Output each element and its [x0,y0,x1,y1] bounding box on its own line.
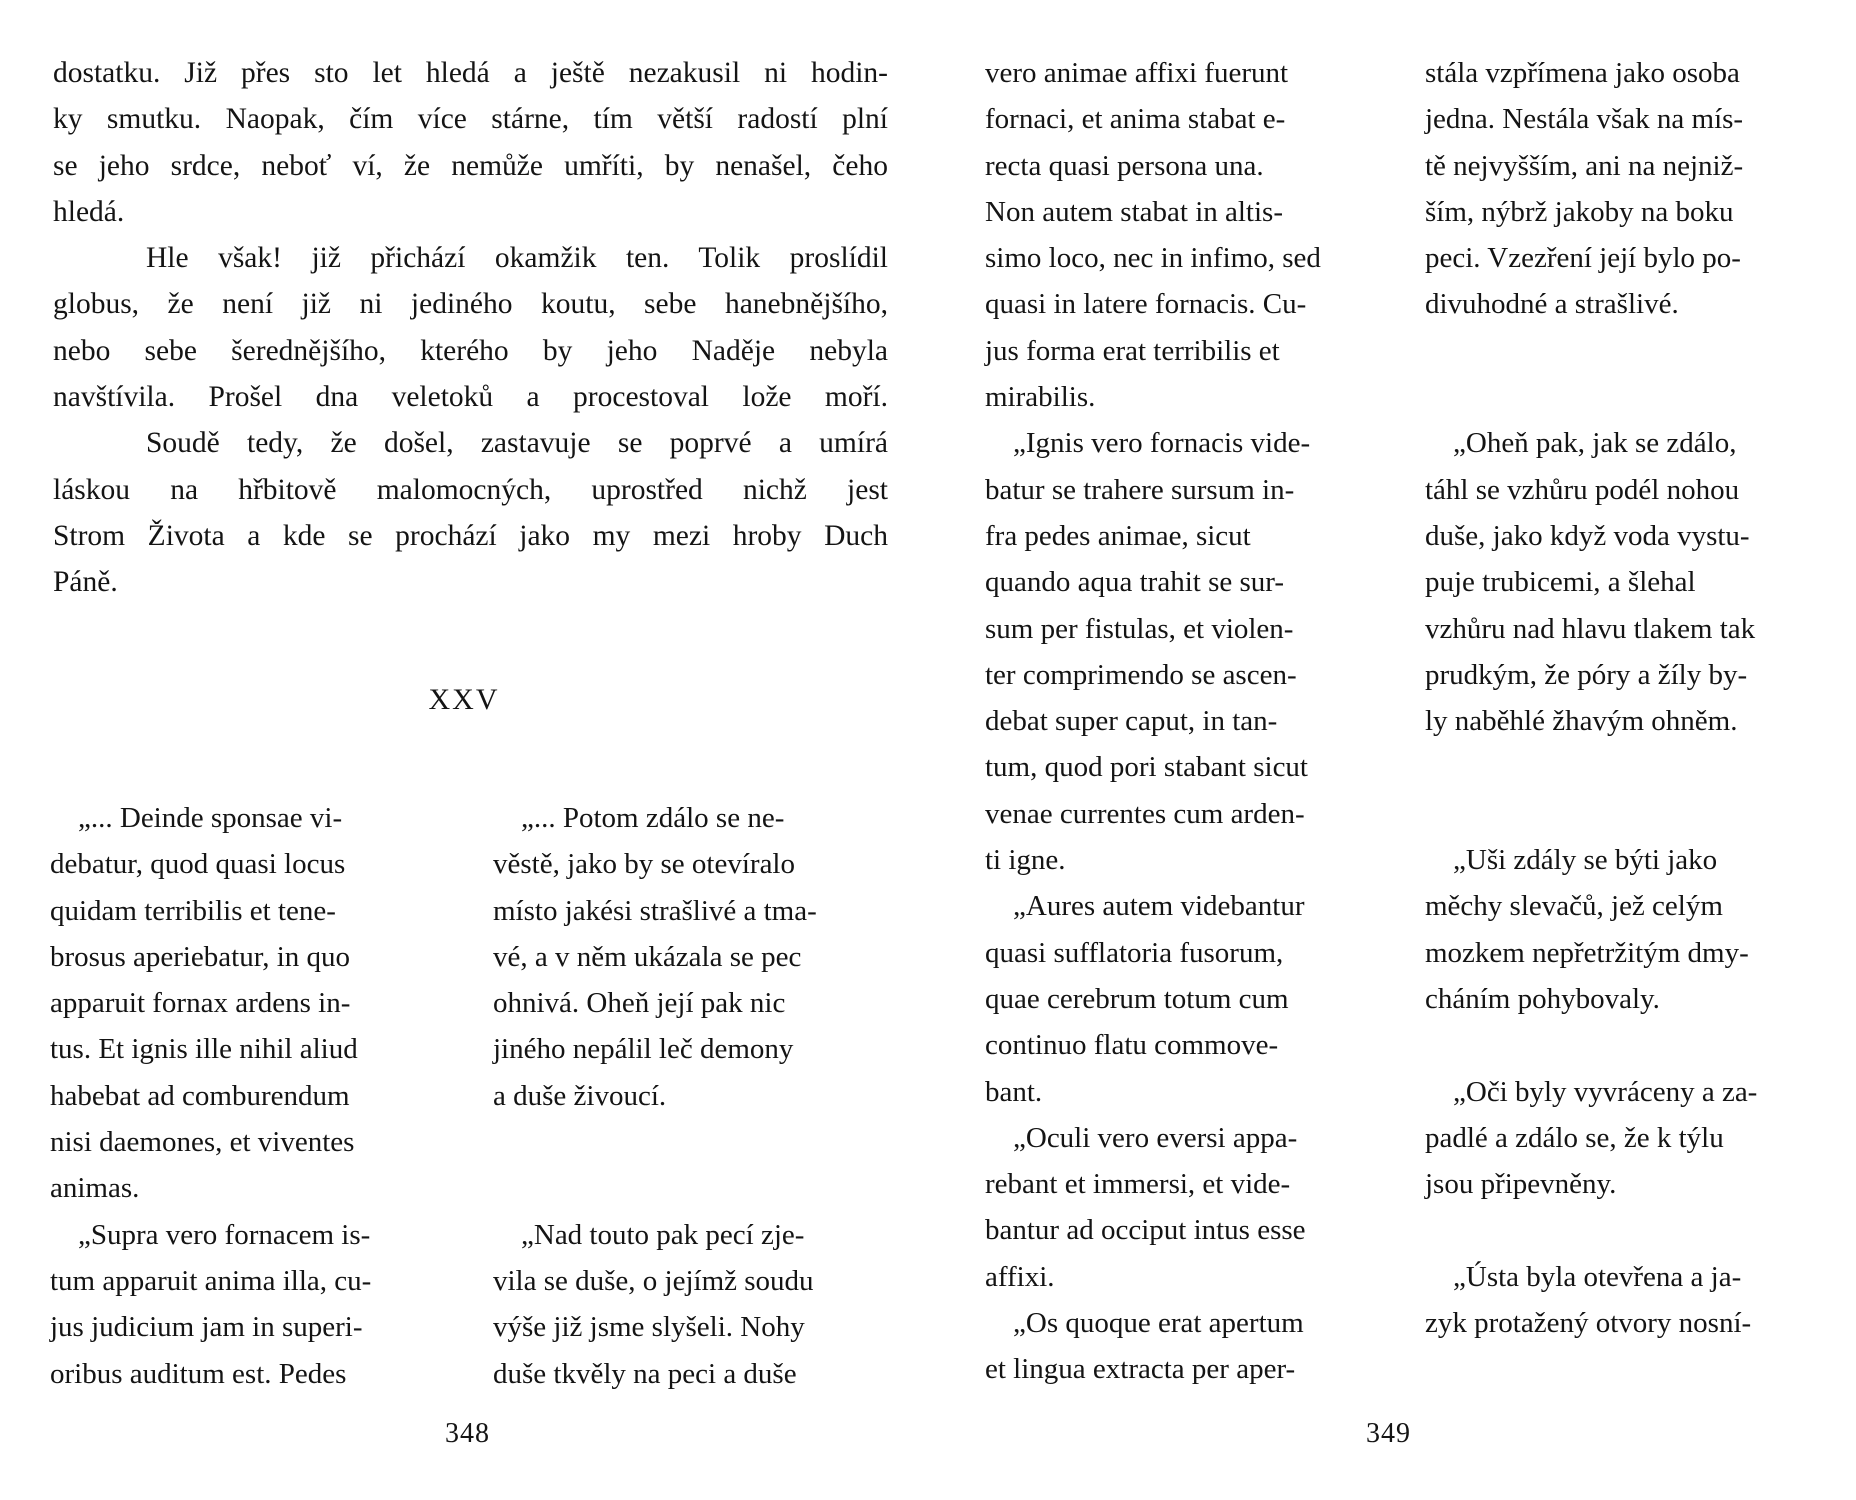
text-line: Soudě tedy, že došel, zastavuje se poprvé a umírá [146,427,888,460]
text-line: „Ústa byla otevřena a ja- [1453,1260,1742,1293]
text-line: ky smutku. Naopak, čím více stárne, tím větší radostí plní [53,103,888,136]
text-line: debat super caput, in tan- [985,705,1278,738]
text-line: „Ignis vero fornacis vide- [1013,427,1311,460]
text-line: táhl se vzhůru podél nohou [1425,473,1740,506]
text-line: quando aqua trahit se sur- [985,566,1284,599]
paragraph [53,50,888,235]
text-line: jus judicium jam in superi- [50,1311,363,1344]
text-line: quae cerebrum totum cum [985,982,1289,1015]
text-line: vila se duše, o jejímž soudu [493,1264,814,1297]
czech-column [1425,50,1819,1346]
text-line: ly naběhlé žhavým ohněm. [1425,705,1738,738]
text-line: vé, a v něm ukázala se pec [493,940,802,973]
text-line: ti igne. [985,844,1066,877]
text-line: et lingua extracta per aper- [985,1353,1296,1386]
text-line: brosus aperiebatur, in quo [50,940,351,973]
paragraph [985,1115,1379,1300]
text-line: quasi in latere fornacis. Cu- [985,288,1307,321]
text-line: ohnivá. Oheň její pak nic [493,987,786,1020]
text-line: vzhůru nad hlavu tlakem tak [1425,612,1756,645]
paragraph [50,795,444,1212]
text-line: puje trubicemi, a šlehal [1425,566,1696,599]
text-line: Strom Života a kde se prochází jako my mezi hroby Duch [53,519,888,552]
paragraph [1425,50,1819,328]
text-line: „Nad touto pak pecí zje- [521,1218,805,1251]
text-line: bant. [985,1075,1043,1108]
text-line: recta quasi persona una. [985,149,1264,182]
text-line: ter comprimendo se ascen- [985,658,1297,691]
text-line: stála vzpřímena jako osoba [1425,57,1740,89]
text-line: mozkem nepřetržitým dmy- [1425,936,1749,969]
text-line: navštívila. Prošel dna veletoků a procestoval lože moří. [53,381,888,414]
text-line: hledá. [53,195,125,228]
text-line: věstě, jako by se otevíralo [493,848,795,881]
text-line: mirabilis. [985,381,1096,414]
text-line: globus, že není již ni jediného koutu, sebe hanebnějšího, [53,288,888,321]
text-line: zyk protažený otvory nosní- [1425,1307,1752,1340]
text-line: tus. Et ignis ille nihil aliud [50,1033,358,1066]
text-line: oribus auditum est. Pedes [50,1357,347,1390]
text-line: „... Potom zdálo se ne- [521,802,785,834]
paragraph [50,1212,444,1397]
paragraph [985,1300,1379,1393]
text-line: „Oheň pak, jak se zdálo, [1453,427,1737,460]
text-line: Non autem stabat in altis- [985,195,1283,228]
right-page [928,0,1856,1500]
latin-column [985,50,1379,1393]
paragraph [1425,837,1819,1022]
text-line: cháním pohybovaly. [1425,982,1660,1015]
text-line: peci. Vzezření její bylo po- [1425,242,1741,275]
page-number: 348 [445,1418,490,1449]
paragraph [493,1212,887,1397]
text-line: „Uši zdály se býti jako [1453,844,1718,877]
text-line: duše, jako když voda vystu- [1425,519,1750,552]
paragraph [985,883,1379,1114]
text-line: se jeho srdce, neboť ví, že nemůže umříti, by nenašel, čeho [53,149,888,182]
text-line: místo jakési strašlivé a tma- [493,894,817,927]
page-number: 349 [1366,1418,1411,1449]
text-line: fra pedes animae, sicut [985,519,1251,552]
text-line: „Aures autem videbantur [1013,890,1305,923]
paragraph [53,420,888,605]
text-line: láskou na hřbitově malomocných, uprostřed nichž jest [53,473,888,506]
text-line: bantur ad occiput intus esse [985,1214,1306,1247]
text-line: jedna. Nestála však na mís- [1425,103,1744,136]
text-line: jsou připevněny. [1425,1168,1617,1201]
text-line: debatur, quod quasi locus [50,848,346,881]
chapter-heading: XXV [428,683,500,716]
text-line: „Oculi vero eversi appa- [1013,1121,1298,1154]
text-line: padlé a zdálo se, že k týlu [1425,1121,1724,1154]
text-line: affixi. [985,1260,1055,1293]
text-line: nebo sebe šerednějšího, kterého by jeho Naděje nebyla [53,334,888,367]
text-line: quidam terribilis et tene- [50,894,336,927]
text-line: vero animae affixi fuerunt [985,57,1289,89]
text-line: nisi daemones, et viventes [50,1126,355,1159]
text-line: fornaci, et anima stabat e- [985,103,1286,136]
text-line: ším, nýbrž jakoby na boku [1425,195,1734,228]
text-line: Páně. [53,566,118,599]
text-line: dostatku. Již přes sto let hledá a ještě nezakusil ni hodin- [53,57,888,89]
paragraph [493,795,887,1119]
text-line: sum per fistulas, et violen- [985,612,1294,645]
text-line: animas. [50,1172,140,1205]
text-line: „Oči byly vyvráceny a za- [1453,1075,1758,1108]
text-line: quasi sufflatoria fusorum, [985,936,1284,969]
paragraph [1425,420,1819,744]
text-line: habebat ad comburendum [50,1079,350,1112]
latin-column [50,795,444,1397]
text-line: simo loco, nec in infimo, sed [985,242,1321,275]
czech-column [493,795,887,1397]
text-line: duše tkvěly na peci a duše [493,1357,797,1390]
text-line: výše již jsme slyšeli. Nohy [493,1311,805,1344]
paragraph [985,50,1379,420]
text-line: divuhodné a strašlivé. [1425,288,1679,321]
paragraph [1425,1254,1819,1347]
text-line: tum apparuit anima illa, cu- [50,1264,372,1297]
text-line: continuo flatu commove- [985,1029,1279,1062]
text-line: tě nejvyšším, ani na nejniž- [1425,149,1744,182]
text-line: rebant et immersi, et vide- [985,1168,1291,1201]
text-line: „Os quoque erat apertum [1013,1307,1304,1340]
paragraph [53,235,888,420]
text-line: jus forma erat terribilis et [985,334,1280,367]
text-line: měchy slevačů, jež celým [1425,890,1723,923]
text-line: batur se trahere sursum in- [985,473,1295,506]
text-line: jiného nepálil leč demony [493,1033,794,1066]
text-line: Hle však! již přichází okamžik ten. Tolik proslídil [146,242,888,275]
paragraph [1425,1069,1819,1208]
text-line: prudkým, že póry a žíly by- [1425,658,1748,691]
text-line: „... Deinde sponsae vi- [78,802,343,834]
text-line: apparuit fornax ardens in- [50,987,351,1020]
paragraph [985,420,1379,883]
text-line: tum, quod pori stabant sicut [985,751,1308,784]
text-line: a duše živoucí. [493,1079,667,1112]
text-line: „Supra vero fornacem is- [78,1218,371,1251]
text-line: venae currentes cum arden- [985,797,1305,830]
opening-text [53,50,888,606]
